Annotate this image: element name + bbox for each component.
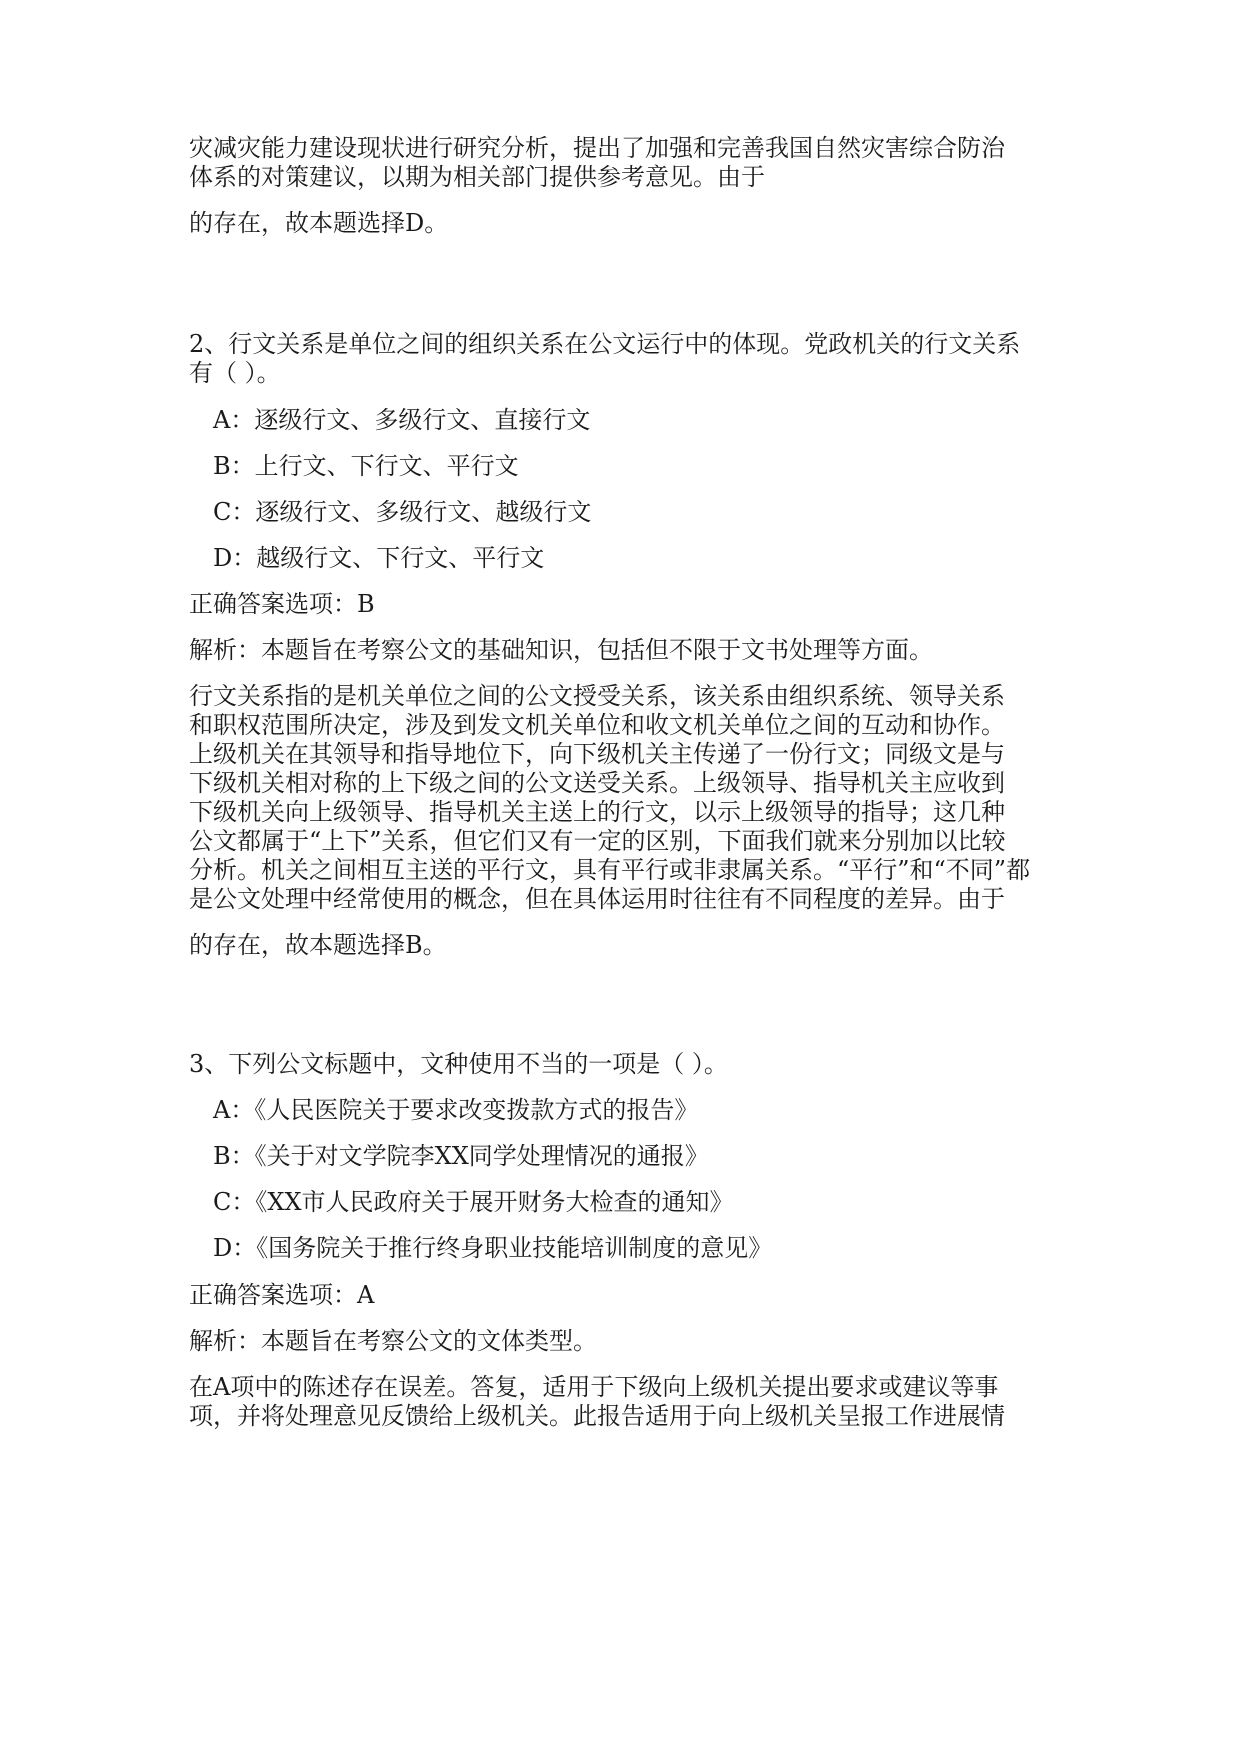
explanation-line: 公文都属于“上下”关系，但它们又有一定的区别，下面我们就来分别加以比较 xyxy=(189,827,1006,855)
option-a: A：逐级行文、多级行文、直接行文 xyxy=(213,406,591,434)
option-b: B：《关于对文学院李XX同学处理情况的通报》 xyxy=(213,1142,709,1170)
explanation-line: 行文关系指的是机关单位之间的公文授受关系，该关系由组织系统、领导关系 xyxy=(189,682,1005,710)
explanation-line: 是公文处理中经常使用的概念，但在具体运用时往往有不同程度的差异。由于 xyxy=(189,885,1005,913)
option-c: C：逐级行文、多级行文、越级行文 xyxy=(213,498,592,526)
conclusion-text: 的存在，故本题选择D。 xyxy=(189,209,449,237)
option-d: D：越级行文、下行文、平行文 xyxy=(213,544,545,572)
answer-text: 正确答案选项：A xyxy=(189,1281,375,1309)
option-c: C：《XX市人民政府关于展开财务大检查的通知》 xyxy=(213,1188,734,1216)
explanation-line: 下级机关向上级领导、指导机关主送上的行文，以示上级领导的指导；这几种 xyxy=(189,798,1005,826)
paragraph-line: 灾减灾能力建设现状进行研究分析，提出了加强和完善我国自然灾害综合防治 xyxy=(189,134,1005,162)
explanation-line: 项，并将处理意见反馈给上级机关。此报告适用于向上级机关呈报工作进展情 xyxy=(189,1402,1005,1430)
paragraph-line: 体系的对策建议，以期为相关部门提供参考意见。由于 xyxy=(189,163,765,191)
question-text: 3、下列公文标题中，文种使用不当的一项是（ ）。 xyxy=(189,1050,728,1078)
explanation-line: 下级机关相对称的上下级之间的公文送受关系。上级领导、指导机关主应收到 xyxy=(189,769,1005,797)
explanation-line: 上级机关在其领导和指导地位下，向下级机关主传递了一份行文；同级文是与 xyxy=(189,740,1005,768)
explanation-line: 分析。机关之间相互主送的平行文，具有平行或非隶属关系。“平行”和“不同”都 xyxy=(189,856,1031,884)
answer-text: 正确答案选项：B xyxy=(189,590,375,618)
option-a: A：《人民医院关于要求改变拨款方式的报告》 xyxy=(213,1096,699,1124)
question-text: 有（ ）。 xyxy=(189,359,281,387)
option-d: D：《国务院关于推行终身职业技能培训制度的意见》 xyxy=(213,1234,773,1262)
explanation-line: 在A项中的陈述存在误差。答复，适用于下级向上级机关提出要求或建议等事 xyxy=(189,1373,999,1401)
analysis-text: 解析：本题旨在考察公文的文体类型。 xyxy=(189,1327,597,1355)
question-text: 2、行文关系是单位之间的组织关系在公文运行中的体现。党政机关的行文关系 xyxy=(189,330,1021,358)
explanation-line: 和职权范围所决定，涉及到发文机关单位和收文机关单位之间的互动和协作。 xyxy=(189,711,1005,739)
option-b: B：上行文、下行文、平行文 xyxy=(213,452,519,480)
conclusion-text: 的存在，故本题选择B。 xyxy=(189,931,447,959)
analysis-text: 解析：本题旨在考察公文的基础知识，包括但不限于文书处理等方面。 xyxy=(189,636,933,664)
